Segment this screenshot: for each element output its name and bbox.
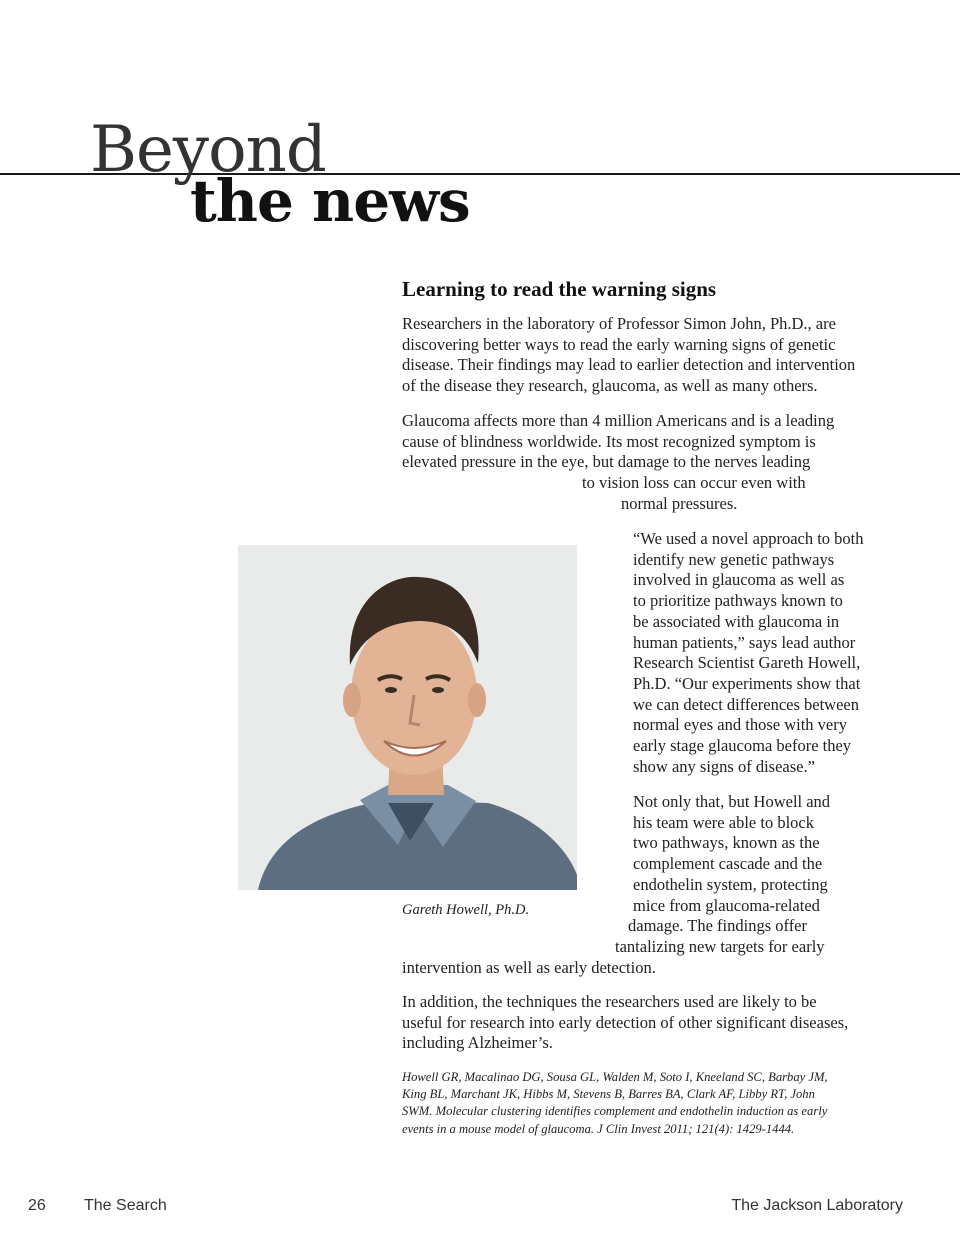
text-line: human patients,” says lead author <box>633 632 856 652</box>
photo-caption: Gareth Howell, Ph.D. <box>402 902 530 918</box>
citation-line: Howell GR, Macalinao DG, Sousa GL, Walden M, Soto I, Kneeland SC, Barbay JM, <box>402 1070 828 1084</box>
text-line: damage. The findings offer <box>628 916 808 936</box>
text-line: involved in glaucoma as well as <box>633 570 845 590</box>
text-line: his team were able to block <box>633 812 814 832</box>
page-number: 26 <box>28 1197 46 1214</box>
text-line: early stage glaucoma before they <box>633 736 852 756</box>
text-line: normal eyes and those with very <box>633 715 847 735</box>
text-line: identify new genetic pathways <box>633 549 835 569</box>
text-line: discovering better ways to read the early warning signs of genetic <box>402 334 836 354</box>
block-paragraph <box>402 792 830 978</box>
text-line: we can detect differences between <box>633 694 859 714</box>
article-headline: Learning to read the warning signs <box>402 277 717 301</box>
citation <box>402 1069 828 1138</box>
text-line: complement cascade and the <box>633 854 823 874</box>
text-line: Glaucoma affects more than 4 million Americans and is a leading <box>402 411 835 430</box>
masthead-the-news: the news <box>190 167 470 235</box>
text-line: to prioritize pathways known to <box>633 591 843 611</box>
text-line: Research Scientist Gareth Howell, <box>633 653 861 673</box>
text-line: mice from glaucoma-related <box>633 895 820 915</box>
text-line: “We used a novel approach to both <box>633 529 864 548</box>
addition-paragraph <box>402 992 848 1054</box>
text-line: cause of blindness worldwide. Its most recognized symptom is <box>402 431 816 451</box>
text-line: tantalizing new targets for early <box>615 936 825 956</box>
text-line: normal pressures. <box>621 493 738 513</box>
text-line: Researchers in the laboratory of Professor Simon John, Ph.D., are <box>402 314 836 333</box>
citation-line: SWM. Molecular clustering identifies complement and endothelin induction as early <box>402 1104 828 1119</box>
text-line: show any signs of disease.” <box>633 756 815 776</box>
text-line: Ph.D. “Our experiments show that <box>633 673 861 693</box>
intro-paragraph <box>402 314 855 397</box>
text-line: elevated pressure in the eye, but damage to the nerves leading <box>402 452 811 472</box>
text-line: two pathways, known as the <box>633 833 820 853</box>
text-line: be associated with glaucoma in <box>633 611 840 631</box>
text-line: including Alzheimer’s. <box>402 1033 553 1053</box>
text-line: endothelin system, protecting <box>633 874 828 894</box>
quote-paragraph <box>633 529 864 777</box>
text-line: disease. Their findings may lead to earlier detection and intervention <box>402 355 856 375</box>
organization-name: The Jackson Laboratory <box>731 1197 903 1214</box>
masthead-beyond: Beyond <box>90 113 326 187</box>
citation-line: King BL, Marchant JK, Hibbs M, Stevens B, Barres BA, Clark AF, Libby RT, John <box>402 1087 815 1102</box>
text-line: In addition, the techniques the researchers used are likely to be <box>402 992 817 1011</box>
text-line: Not only that, but Howell and <box>633 792 831 811</box>
text-line: useful for research into early detection of other significant diseases, <box>402 1012 849 1032</box>
text-line: to vision loss can occur even with <box>582 473 806 493</box>
glaucoma-paragraph <box>402 411 834 515</box>
citation-line: events in a mouse model of glaucoma. J Clin Invest 2011; 121(4): 1429-1444. <box>402 1121 795 1136</box>
text-line: of the disease they research, glaucoma, as well as many others. <box>402 376 818 396</box>
publication-name: The Search <box>84 1197 167 1214</box>
text-line: intervention as well as early detection. <box>402 957 656 977</box>
